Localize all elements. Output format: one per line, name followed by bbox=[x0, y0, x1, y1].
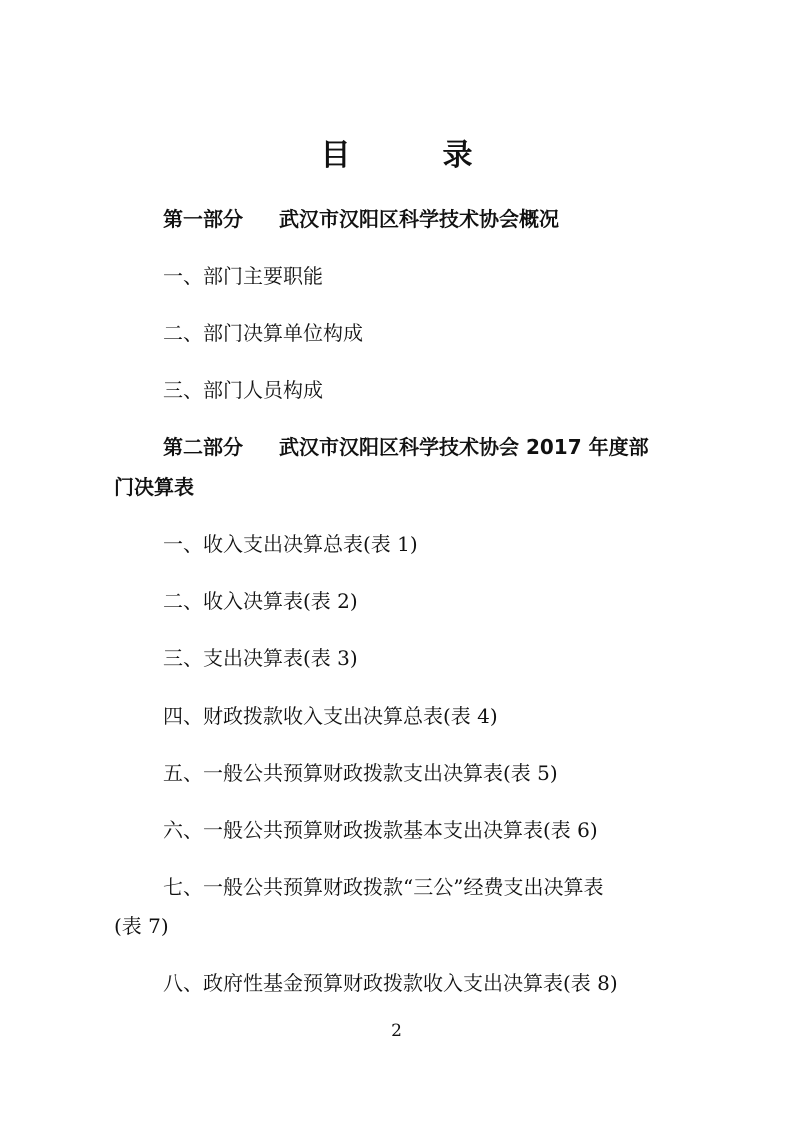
part2-item: 五、一般公共预算财政拨款支出决算表(表 5) bbox=[163, 761, 558, 785]
part2-item: 三、支出决算表(表 3) bbox=[163, 646, 358, 670]
toc-title-char-2: 录 bbox=[442, 138, 473, 173]
part2-item: 二、收入决算表(表 2) bbox=[163, 589, 358, 613]
toc-title-char-1: 目 bbox=[320, 138, 351, 173]
part1-item: 一、部门主要职能 bbox=[163, 264, 323, 288]
part2-item: 一、收入支出决算总表(表 1) bbox=[163, 532, 418, 556]
part2-item: 七、一般公共预算财政拨款“三公”经费支出决算表 bbox=[163, 875, 604, 899]
toc-title bbox=[0, 136, 793, 176]
part2-label: 第二部分 bbox=[163, 435, 243, 459]
part2-title-continuation: 门决算表 bbox=[114, 475, 194, 499]
part2-item-continuation: (表 7) bbox=[114, 914, 169, 938]
part1-label: 第一部分 bbox=[163, 207, 243, 231]
part2-heading bbox=[163, 434, 649, 460]
part2-item: 六、一般公共预算财政拨款基本支出决算表(表 6) bbox=[163, 818, 598, 842]
page-number: 2 bbox=[391, 1021, 402, 1041]
part1-item: 三、部门人员构成 bbox=[163, 378, 323, 402]
part2-item: 四、财政拨款收入支出决算总表(表 4) bbox=[163, 704, 498, 728]
part2-item: 八、政府性基金预算财政拨款收入支出决算表(表 8) bbox=[163, 971, 618, 995]
part1-title: 武汉市汉阳区科学技术协会概况 bbox=[279, 207, 559, 231]
part2-title: 武汉市汉阳区科学技术协会 2017 年度部 bbox=[279, 435, 649, 459]
part1-item: 二、部门决算单位构成 bbox=[163, 321, 363, 345]
part1-heading bbox=[163, 206, 559, 232]
